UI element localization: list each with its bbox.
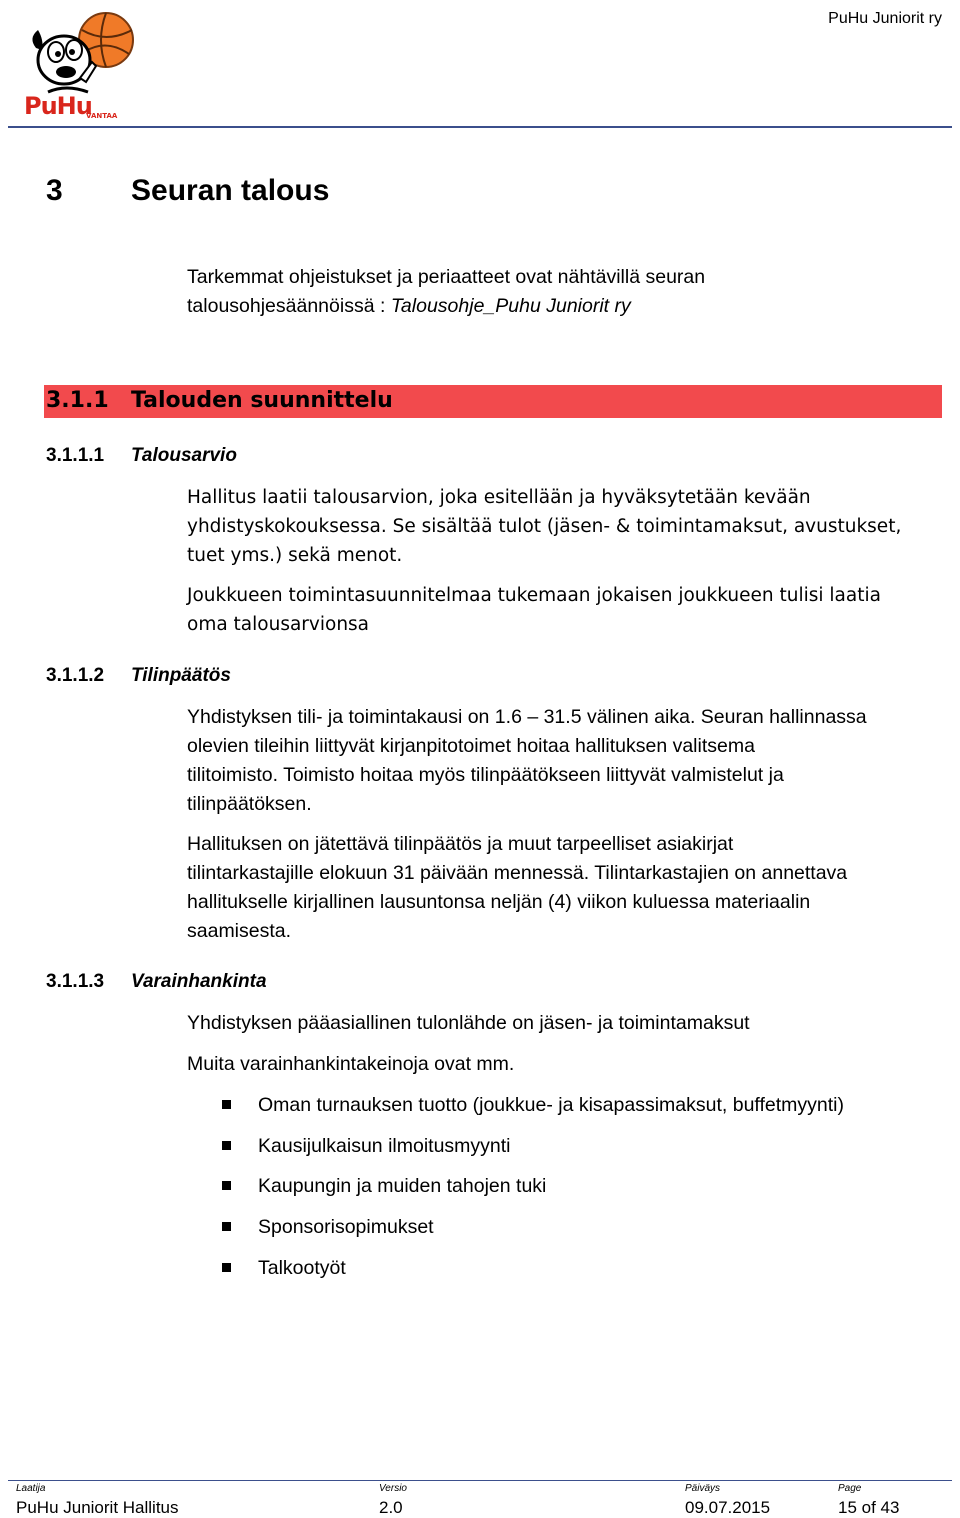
intro-line-1: Tarkemmat ohjeistukset ja periaatteet ovat nähtävillä seuran: [187, 266, 706, 288]
text-line: saamisesta.: [187, 920, 292, 942]
text-line: tilintarkastajille elokuun 31 päivään mennessä. Tilintarkastajien on annettava: [187, 862, 848, 884]
policy-document-reference: Talousohje_Puhu Juniorit ry: [390, 295, 631, 317]
subsection-number: 3.1.1: [46, 388, 109, 413]
tilinpaatos-title: Tilinpäätös: [131, 665, 231, 686]
footer-version: 2.0: [379, 1498, 403, 1517]
text-line: oma talousarvionsa: [187, 614, 370, 635]
logo-wordmark: PuHu: [24, 92, 92, 120]
footer-date-label: Päiväys: [685, 1483, 721, 1494]
footer-date: 09.07.2015: [685, 1498, 771, 1517]
talousarvio-title: Talousarvio: [131, 445, 237, 466]
list-item: [222, 1212, 844, 1253]
logo-subtext: VANTAA: [86, 112, 118, 120]
list-item: [222, 1090, 844, 1131]
talousarvio-number: 3.1.1.1: [46, 445, 105, 466]
list-item-text: Kausijulkaisun ilmoitusmyynti: [258, 1134, 511, 1157]
intro-line-2-text: talousohjesäännöissä :: [187, 295, 391, 317]
footer-page-number: 15 of 43: [838, 1498, 900, 1517]
list-item-text: Talkootyöt: [258, 1256, 346, 1279]
tilinpaatos-paragraph-1: [187, 703, 947, 819]
list-item-text: Kaupungin ja muiden tahojen tuki: [258, 1175, 547, 1198]
footer-page-label: Page: [838, 1483, 862, 1494]
list-item-text: Sponsorisopimukset: [258, 1216, 434, 1239]
intro-line-2: [187, 292, 947, 321]
footer-version-label: Versio: [379, 1483, 407, 1494]
text-line: tilinpäätöksen.: [187, 793, 312, 815]
text-line: Yhdistyksen tili- ja toimintakausi on 1.6 – 31.5 välinen aika. Seuran hallinnassa: [187, 706, 867, 728]
subsection-title: Talouden suunnittelu: [131, 388, 393, 413]
footer-author-label: Laatija: [16, 1483, 46, 1494]
section-number: 3: [46, 174, 63, 207]
bullet-square-icon: [222, 1263, 231, 1272]
list-item: [222, 1131, 844, 1172]
varainhankinta-paragraph-2: Muita varainhankintakeinoja ovat mm.: [187, 1053, 515, 1075]
text-line: hallitukselle kirjallinen lausuntonsa neljän (4) viikon kuluessa materiaalin: [187, 891, 811, 913]
tilinpaatos-number: 3.1.1.2: [46, 665, 105, 686]
bullet-square-icon: [222, 1222, 231, 1231]
tilinpaatos-paragraph-2: [187, 830, 947, 946]
footer-divider: [8, 1480, 952, 1481]
list-item: [222, 1253, 844, 1294]
text-line: Hallitus laatii talousarvion, joka esitellään ja hyväksytetään kevään: [187, 487, 811, 508]
section-title: Seuran talous: [131, 174, 330, 207]
list-item-text: Oman turnauksen tuotto (joukkue- ja kisapassimaksut, buffetmyynti): [258, 1094, 844, 1116]
text-line: yhdistyskokouksessa. Se sisältää tulot (jäsen- & toimintamaksut, avustukset,: [187, 516, 902, 537]
varainhankinta-title: Varainhankinta: [131, 971, 267, 992]
header-organization: PuHu Juniorit ry: [828, 10, 942, 27]
footer-author: PuHu Juniorit Hallitus: [16, 1498, 179, 1517]
varainhankinta-number: 3.1.1.3: [46, 971, 105, 992]
puhu-logo: [22, 8, 138, 124]
text-line: Joukkueen toimintasuunnitelmaa tukemaan jokaisen joukkueen tulisi laatia: [187, 585, 881, 606]
varainhankinta-paragraph-1: Yhdistyksen pääasiallinen tulonlähde on jäsen- ja toimintamaksut: [187, 1012, 750, 1034]
bullet-square-icon: [222, 1100, 231, 1109]
text-line: tilitoimisto. Toimisto hoitaa myös tilinpäätökseen liittyvät valmistelut ja: [187, 764, 784, 786]
bullet-square-icon: [222, 1141, 231, 1150]
talousarvio-paragraph-1: [187, 483, 947, 570]
header-divider: [8, 126, 952, 128]
text-line: olevien tileihin liittyvät kirjanpitotoimet hoitaa hallituksen valitsema: [187, 735, 755, 757]
intro-paragraph: [187, 263, 947, 321]
talousarvio-paragraph-2: [187, 581, 947, 639]
fundraising-list: [222, 1090, 844, 1293]
bullet-square-icon: [222, 1181, 231, 1190]
list-item: [222, 1171, 844, 1212]
text-line: tuet yms.) sekä menot.: [187, 545, 403, 566]
text-line: Hallituksen on jätettävä tilinpäätös ja muut tarpeelliset asiakirjat: [187, 833, 734, 855]
